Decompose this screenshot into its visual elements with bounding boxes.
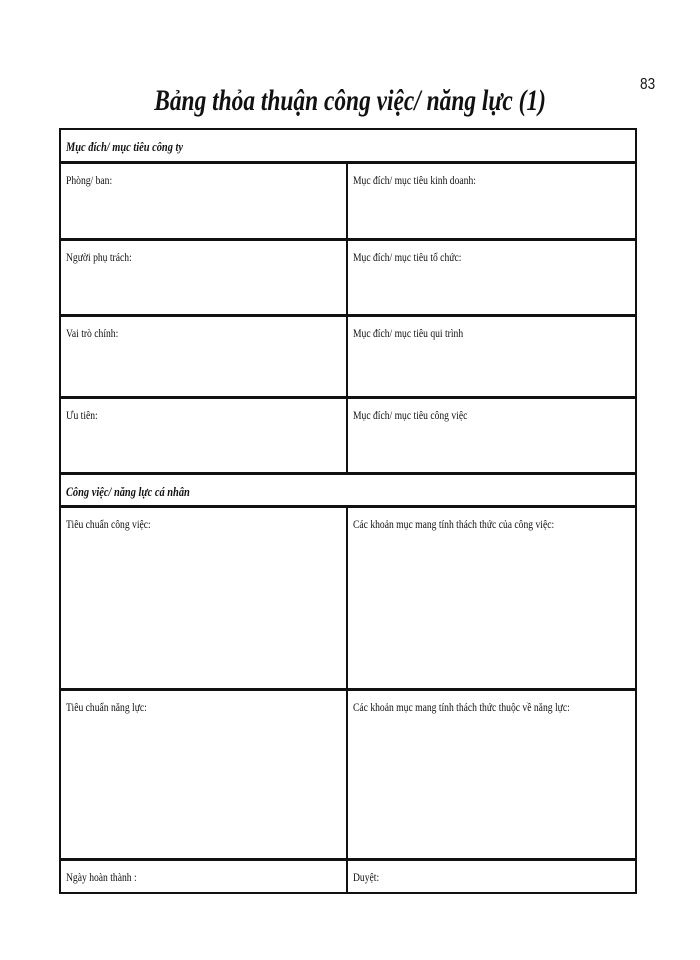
field-business-goals[interactable]: Mục đích/ mục tiêu kinh doanh: (353, 173, 476, 187)
section-heading-individual (61, 472, 635, 505)
field-completion-date[interactable]: Ngày hoàn thành : (61, 861, 348, 892)
field-department[interactable]: Phòng/ ban: (61, 164, 348, 238)
field-approval[interactable]: Duyệt: (353, 870, 380, 884)
form-row (61, 505, 635, 688)
page-title: Bảng thỏa thuận công việc/ năng lực (1) (154, 84, 546, 117)
field-person-in-charge[interactable]: Người phụ trách: (61, 241, 348, 314)
section-heading-text: Mục đích/ mục tiêu công ty (66, 139, 183, 154)
form-row (61, 688, 635, 858)
field-job-challenges[interactable]: Các khoản mục mang tính thách thức của công việc: (353, 517, 555, 531)
form-row (61, 858, 635, 892)
field-main-role[interactable]: Vai trò chính: (61, 317, 348, 396)
form-row (61, 314, 635, 396)
field-process-goals[interactable]: Mục đích/ mục tiêu qui trình (353, 326, 464, 340)
form-row (61, 396, 635, 472)
page-number: 83 (640, 76, 656, 93)
section-heading-text: Công việc/ năng lực cá nhân (66, 484, 190, 499)
field-job-standards[interactable]: Tiêu chuẩn công việc: (61, 508, 348, 688)
agreement-form-table (59, 128, 637, 894)
field-competency-standards[interactable]: Tiêu chuẩn năng lực: (61, 691, 348, 858)
section-heading-company-goals (61, 130, 635, 161)
form-row (61, 161, 635, 238)
field-organization-goals[interactable]: Mục đích/ mục tiêu tổ chức: (353, 250, 462, 264)
field-priority[interactable]: Ưu tiên: (61, 399, 348, 472)
form-row (61, 238, 635, 314)
field-competency-challenges[interactable]: Các khoản mục mang tính thách thức thuộc về năng lực: (353, 700, 570, 714)
field-job-goals[interactable]: Mục đích/ mục tiêu công việc (353, 408, 468, 422)
